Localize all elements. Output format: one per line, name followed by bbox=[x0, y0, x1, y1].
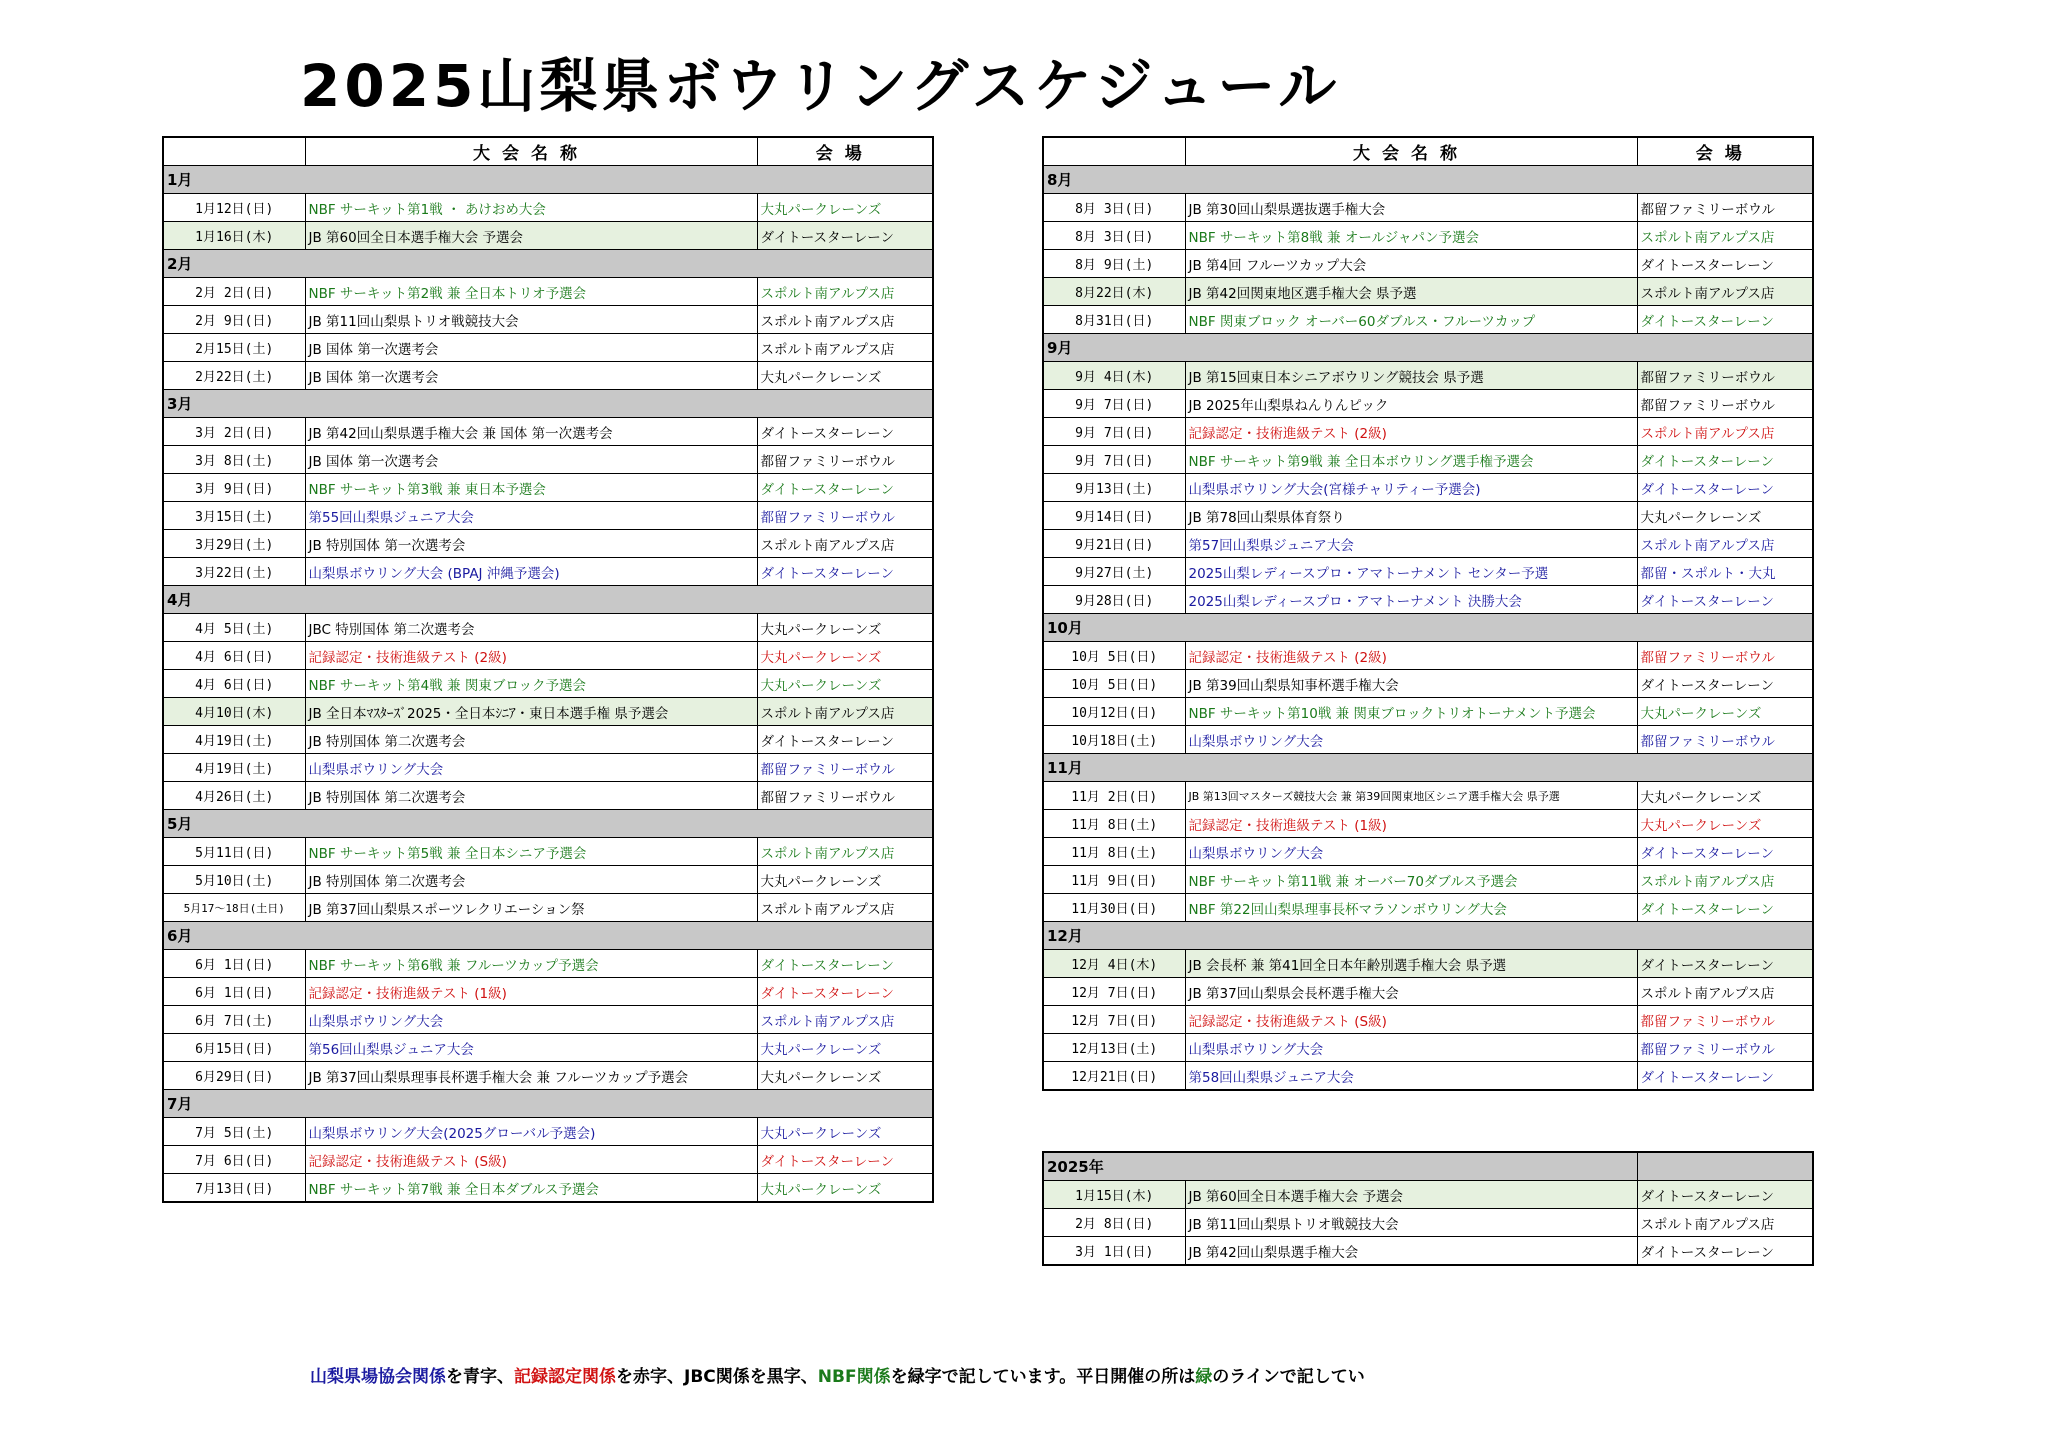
event-name: 山梨県ボウリング大会 (BPAJ 沖縄予選会) bbox=[305, 558, 757, 586]
footer-legend-segment: を緑字で記しています。平日開催の所は bbox=[890, 1367, 1196, 1387]
event-venue: スポルト南アルプス店 bbox=[1637, 978, 1813, 1006]
event-row bbox=[1043, 950, 1813, 978]
event-row bbox=[1043, 810, 1813, 838]
event-venue: 大丸パークレーンズ bbox=[757, 1034, 933, 1062]
event-venue: スポルト南アルプス店 bbox=[757, 278, 933, 306]
event-name: NBF サーキット第6戦 兼 フルーツカップ予選会 bbox=[305, 950, 757, 978]
schedule-table-left bbox=[162, 136, 934, 1203]
event-name: JB 特別国体 第二次選考会 bbox=[305, 866, 757, 894]
event-name: 第57回山梨県ジュニア大会 bbox=[1185, 530, 1637, 558]
event-row bbox=[1043, 978, 1813, 1006]
event-row bbox=[1043, 558, 1813, 586]
event-row bbox=[163, 446, 933, 474]
event-venue: ダイトースターレーン bbox=[1637, 894, 1813, 922]
event-venue: スポルト南アルプス店 bbox=[1637, 278, 1813, 306]
event-venue: スポルト南アルプス店 bbox=[757, 698, 933, 726]
event-row bbox=[1043, 866, 1813, 894]
event-row bbox=[1043, 530, 1813, 558]
event-row bbox=[1043, 1237, 1813, 1266]
footer-legend-segment: 山梨県場協会関係 bbox=[310, 1367, 446, 1387]
event-venue: 大丸パークレーンズ bbox=[757, 362, 933, 390]
event-row bbox=[1043, 1034, 1813, 1062]
event-name: JB 特別国体 第一次選考会 bbox=[305, 530, 757, 558]
event-venue: スポルト南アルプス店 bbox=[757, 838, 933, 866]
event-venue: スポルト南アルプス店 bbox=[1637, 1209, 1813, 1237]
event-date: 5月10日(土) bbox=[163, 866, 305, 894]
event-row bbox=[163, 782, 933, 810]
event-row bbox=[1043, 390, 1813, 418]
event-venue: スポルト南アルプス店 bbox=[757, 894, 933, 922]
event-date: 8月 3日(日) bbox=[1043, 194, 1185, 222]
event-name: JB 第15回東日本シニアボウリング競技会 県予選 bbox=[1185, 362, 1637, 390]
event-row bbox=[163, 1146, 933, 1174]
event-date: 9月28日(日) bbox=[1043, 586, 1185, 614]
event-venue: スポルト南アルプス店 bbox=[757, 334, 933, 362]
event-date: 9月13日(土) bbox=[1043, 474, 1185, 502]
month-label: 2025年 bbox=[1043, 1152, 1637, 1181]
event-venue: ダイトースターレーン bbox=[1637, 838, 1813, 866]
event-venue: ダイトースターレーン bbox=[1637, 950, 1813, 978]
event-name: JB 第42回山梨県選手権大会 兼 国体 第一次選考会 bbox=[305, 418, 757, 446]
event-venue: ダイトースターレーン bbox=[1637, 1062, 1813, 1091]
event-venue: ダイトースターレーン bbox=[757, 222, 933, 250]
event-name: JB 特別国体 第二次選考会 bbox=[305, 726, 757, 754]
event-name: JB 国体 第一次選考会 bbox=[305, 362, 757, 390]
month-label: 9月 bbox=[1043, 334, 1813, 362]
event-row bbox=[163, 838, 933, 866]
event-name: NBF 第22回山梨県理事長杯マラソンボウリング大会 bbox=[1185, 894, 1637, 922]
event-venue: 都留ファミリーボウル bbox=[1637, 1034, 1813, 1062]
footer-legend-segment: NBF関係 bbox=[817, 1367, 891, 1387]
event-name: NBF サーキット第3戦 兼 東日本予選会 bbox=[305, 474, 757, 502]
event-row bbox=[1043, 502, 1813, 530]
event-venue: 大丸パークレーンズ bbox=[1637, 782, 1813, 810]
footer-legend-segment: 記録認定関係 bbox=[514, 1367, 616, 1387]
event-row bbox=[1043, 894, 1813, 922]
event-date: 11月 8日(土) bbox=[1043, 838, 1185, 866]
schedule-table-right bbox=[1042, 136, 1814, 1091]
event-name: JB 第37回山梨県スポーツレクリエーション祭 bbox=[305, 894, 757, 922]
event-date: 8月31日(日) bbox=[1043, 306, 1185, 334]
month-header-row bbox=[163, 250, 933, 278]
event-name: 記録認定・技術進級テスト (1級) bbox=[305, 978, 757, 1006]
event-name: JBC 特別国体 第二次選考会 bbox=[305, 614, 757, 642]
event-venue: 都留ファミリーボウル bbox=[757, 782, 933, 810]
event-venue: 都留ファミリーボウル bbox=[1637, 390, 1813, 418]
event-name: JB 全日本ﾏｽﾀｰｽﾞ2025・全日本ｼﾆｱ・東日本選手権 県予選会 bbox=[305, 698, 757, 726]
event-venue: ダイトースターレーン bbox=[757, 418, 933, 446]
event-date: 5月17～18日(土日) bbox=[163, 894, 305, 922]
event-date: 1月15日(木) bbox=[1043, 1181, 1185, 1209]
month-label: 6月 bbox=[163, 922, 933, 950]
event-row bbox=[163, 866, 933, 894]
page-title: 2025山梨県ボウリングスケジュール bbox=[300, 52, 1341, 120]
event-date: 4月 5日(土) bbox=[163, 614, 305, 642]
event-date: 11月 2日(日) bbox=[1043, 782, 1185, 810]
event-row bbox=[163, 642, 933, 670]
event-date: 1月12日(日) bbox=[163, 194, 305, 222]
event-date: 3月 2日(日) bbox=[163, 418, 305, 446]
event-row bbox=[163, 698, 933, 726]
event-date: 9月21日(日) bbox=[1043, 530, 1185, 558]
footer-legend bbox=[310, 1362, 1365, 1387]
event-row bbox=[1043, 250, 1813, 278]
event-venue: 大丸パークレーンズ bbox=[1637, 502, 1813, 530]
event-name: 山梨県ボウリング大会 bbox=[305, 1006, 757, 1034]
month-empty-cell bbox=[1637, 1152, 1813, 1181]
event-row bbox=[163, 726, 933, 754]
event-name: JB 第42回関東地区選手権大会 県予選 bbox=[1185, 278, 1637, 306]
header-event-name: 大会名称 bbox=[1185, 137, 1637, 166]
event-name: 記録認定・技術進級テスト (S級) bbox=[1185, 1006, 1637, 1034]
event-row bbox=[1043, 670, 1813, 698]
event-venue: ダイトースターレーン bbox=[757, 726, 933, 754]
event-row bbox=[1043, 362, 1813, 390]
event-date: 2月 8日(日) bbox=[1043, 1209, 1185, 1237]
event-name: NBF サーキット第8戦 兼 オールジャパン予選会 bbox=[1185, 222, 1637, 250]
event-name: JB 第4回 フルーツカップ大会 bbox=[1185, 250, 1637, 278]
event-name: 2025山梨レディースプロ・アマトーナメント センター予選 bbox=[1185, 558, 1637, 586]
schedule-table-2025 bbox=[1042, 1151, 1814, 1266]
event-row bbox=[1043, 222, 1813, 250]
event-name: 山梨県ボウリング大会 bbox=[1185, 726, 1637, 754]
month-header-row bbox=[163, 390, 933, 418]
event-date: 4月 6日(日) bbox=[163, 642, 305, 670]
month-header-row bbox=[1043, 166, 1813, 194]
event-row bbox=[163, 530, 933, 558]
event-venue: ダイトースターレーン bbox=[757, 474, 933, 502]
event-date: 8月 3日(日) bbox=[1043, 222, 1185, 250]
event-name: 記録認定・技術進級テスト (2級) bbox=[1185, 642, 1637, 670]
event-date: 3月15日(土) bbox=[163, 502, 305, 530]
event-date: 6月 1日(日) bbox=[163, 950, 305, 978]
event-date: 10月18日(土) bbox=[1043, 726, 1185, 754]
event-name: JB 第39回山梨県知事杯選手権大会 bbox=[1185, 670, 1637, 698]
event-date: 11月30日(日) bbox=[1043, 894, 1185, 922]
header-event-name: 大会名称 bbox=[305, 137, 757, 166]
month-label: 1月 bbox=[163, 166, 933, 194]
event-date: 12月21日(日) bbox=[1043, 1062, 1185, 1091]
event-date: 9月 4日(木) bbox=[1043, 362, 1185, 390]
event-row bbox=[163, 1034, 933, 1062]
event-venue: 都留ファミリーボウル bbox=[1637, 642, 1813, 670]
event-row bbox=[163, 614, 933, 642]
event-venue: 都留ファミリーボウル bbox=[1637, 194, 1813, 222]
event-row bbox=[163, 502, 933, 530]
event-row bbox=[163, 894, 933, 922]
month-header-row bbox=[163, 586, 933, 614]
event-venue: 都留ファミリーボウル bbox=[1637, 1006, 1813, 1034]
event-date: 5月11日(日) bbox=[163, 838, 305, 866]
event-date: 3月22日(土) bbox=[163, 558, 305, 586]
event-venue: 大丸パークレーンズ bbox=[757, 1118, 933, 1146]
event-date: 6月15日(日) bbox=[163, 1034, 305, 1062]
event-name: 山梨県ボウリング大会(宮様チャリティー予選会) bbox=[1185, 474, 1637, 502]
event-name: NBF サーキット第2戦 兼 全日本トリオ予選会 bbox=[305, 278, 757, 306]
event-name: JB 2025年山梨県ねんりんピック bbox=[1185, 390, 1637, 418]
event-name: 山梨県ボウリング大会 bbox=[1185, 838, 1637, 866]
event-venue: 大丸パークレーンズ bbox=[757, 642, 933, 670]
event-venue: 大丸パークレーンズ bbox=[1637, 810, 1813, 838]
event-name: 第56回山梨県ジュニア大会 bbox=[305, 1034, 757, 1062]
event-row bbox=[1043, 726, 1813, 754]
event-name: JB 第13回マスターズ競技大会 兼 第39回関東地区シニア選手権大会 県予選 bbox=[1185, 782, 1637, 810]
event-venue: スポルト南アルプス店 bbox=[1637, 866, 1813, 894]
event-venue: ダイトースターレーン bbox=[1637, 1237, 1813, 1266]
event-date: 8月 9日(土) bbox=[1043, 250, 1185, 278]
event-date: 11月 9日(日) bbox=[1043, 866, 1185, 894]
event-venue: 大丸パークレーンズ bbox=[1637, 698, 1813, 726]
event-date: 4月10日(木) bbox=[163, 698, 305, 726]
event-row bbox=[163, 362, 933, 390]
event-name: 記録認定・技術進級テスト (S級) bbox=[305, 1146, 757, 1174]
event-venue: ダイトースターレーン bbox=[757, 1146, 933, 1174]
footer-legend-segment: のラインで記してい bbox=[1212, 1367, 1365, 1387]
event-venue: 都留ファミリーボウル bbox=[757, 502, 933, 530]
event-date: 7月 5日(土) bbox=[163, 1118, 305, 1146]
event-row bbox=[163, 418, 933, 446]
event-venue: ダイトースターレーン bbox=[1637, 474, 1813, 502]
event-name: JB 第37回山梨県会長杯選手権大会 bbox=[1185, 978, 1637, 1006]
event-name: NBF サーキット第11戦 兼 オーバー70ダブルス予選会 bbox=[1185, 866, 1637, 894]
event-name: JB 第11回山梨県トリオ戦競技大会 bbox=[305, 306, 757, 334]
event-venue: 大丸パークレーンズ bbox=[757, 866, 933, 894]
event-row bbox=[163, 278, 933, 306]
event-name: JB 第11回山梨県トリオ戦競技大会 bbox=[1185, 1209, 1637, 1237]
event-date: 8月22日(木) bbox=[1043, 278, 1185, 306]
event-date: 12月 7日(日) bbox=[1043, 978, 1185, 1006]
event-name: JB 第78回山梨県体育祭り bbox=[1185, 502, 1637, 530]
month-label: 10月 bbox=[1043, 614, 1813, 642]
event-date: 4月19日(土) bbox=[163, 754, 305, 782]
event-name: JB 国体 第一次選考会 bbox=[305, 446, 757, 474]
event-row bbox=[1043, 418, 1813, 446]
event-name: JB 会長杯 兼 第41回全日本年齢別選手権大会 県予選 bbox=[1185, 950, 1637, 978]
event-date: 1月16日(木) bbox=[163, 222, 305, 250]
event-venue: ダイトースターレーン bbox=[1637, 446, 1813, 474]
event-row bbox=[1043, 1181, 1813, 1209]
footer-legend-segment: を赤字、JBC関係を黒字、 bbox=[616, 1367, 818, 1387]
month-label: 11月 bbox=[1043, 754, 1813, 782]
event-name: 第55回山梨県ジュニア大会 bbox=[305, 502, 757, 530]
event-row bbox=[163, 754, 933, 782]
header-date bbox=[163, 137, 305, 166]
event-row bbox=[163, 1062, 933, 1090]
event-name: JB 第30回山梨県選抜選手権大会 bbox=[1185, 194, 1637, 222]
event-venue: スポルト南アルプス店 bbox=[757, 530, 933, 558]
event-name: 記録認定・技術進級テスト (1級) bbox=[1185, 810, 1637, 838]
header-venue: 会場 bbox=[1637, 137, 1813, 166]
event-row bbox=[163, 222, 933, 250]
event-venue: 都留ファミリーボウル bbox=[1637, 362, 1813, 390]
event-name: NBF サーキット第7戦 兼 全日本ダブルス予選会 bbox=[305, 1174, 757, 1203]
event-venue: 大丸パークレーンズ bbox=[757, 1174, 933, 1203]
event-name: 山梨県ボウリング大会(2025グローバル予選会) bbox=[305, 1118, 757, 1146]
month-label: 8月 bbox=[1043, 166, 1813, 194]
event-row bbox=[1043, 474, 1813, 502]
event-row bbox=[163, 334, 933, 362]
month-header-row bbox=[1043, 614, 1813, 642]
event-venue: 都留・スポルト・大丸 bbox=[1637, 558, 1813, 586]
month-header-row bbox=[1043, 334, 1813, 362]
event-row bbox=[163, 950, 933, 978]
event-date: 10月12日(日) bbox=[1043, 698, 1185, 726]
event-venue: ダイトースターレーン bbox=[757, 950, 933, 978]
event-date: 9月27日(土) bbox=[1043, 558, 1185, 586]
event-date: 3月29日(土) bbox=[163, 530, 305, 558]
event-date: 2月 2日(日) bbox=[163, 278, 305, 306]
event-name: 第58回山梨県ジュニア大会 bbox=[1185, 1062, 1637, 1091]
month-label: 7月 bbox=[163, 1090, 933, 1118]
event-row bbox=[1043, 642, 1813, 670]
event-row bbox=[1043, 1062, 1813, 1091]
month-label: 4月 bbox=[163, 586, 933, 614]
event-date: 9月 7日(日) bbox=[1043, 446, 1185, 474]
event-date: 2月22日(土) bbox=[163, 362, 305, 390]
month-header-row bbox=[163, 1090, 933, 1118]
event-venue: ダイトースターレーン bbox=[757, 978, 933, 1006]
event-row bbox=[1043, 698, 1813, 726]
event-name: 山梨県ボウリング大会 bbox=[305, 754, 757, 782]
event-name: NBF サーキット第9戦 兼 全日本ボウリング選手権予選会 bbox=[1185, 446, 1637, 474]
event-venue: ダイトースターレーン bbox=[1637, 250, 1813, 278]
event-date: 3月 8日(土) bbox=[163, 446, 305, 474]
event-venue: 大丸パークレーンズ bbox=[757, 194, 933, 222]
month-header-row bbox=[1043, 922, 1813, 950]
event-row bbox=[1043, 278, 1813, 306]
event-date: 10月 5日(日) bbox=[1043, 642, 1185, 670]
event-row bbox=[1043, 306, 1813, 334]
month-header-row bbox=[163, 810, 933, 838]
event-venue: スポルト南アルプス店 bbox=[1637, 530, 1813, 558]
event-row bbox=[163, 1174, 933, 1203]
event-venue: 都留ファミリーボウル bbox=[757, 754, 933, 782]
event-row bbox=[163, 474, 933, 502]
event-name: JB 第42回山梨県選手権大会 bbox=[1185, 1237, 1637, 1266]
event-venue: ダイトースターレーン bbox=[1637, 586, 1813, 614]
event-date: 3月 9日(日) bbox=[163, 474, 305, 502]
event-name: NBF サーキット第4戦 兼 関東ブロック予選会 bbox=[305, 670, 757, 698]
event-venue: ダイトースターレーン bbox=[1637, 1181, 1813, 1209]
event-date: 12月 7日(日) bbox=[1043, 1006, 1185, 1034]
event-venue: スポルト南アルプス店 bbox=[757, 1006, 933, 1034]
event-date: 12月 4日(木) bbox=[1043, 950, 1185, 978]
month-header-row bbox=[1043, 754, 1813, 782]
event-name: JB 第60回全日本選手権大会 予選会 bbox=[1185, 1181, 1637, 1209]
event-name: 山梨県ボウリング大会 bbox=[1185, 1034, 1637, 1062]
event-name: NBF 関東ブロック オーバー60ダブルス・フルーツカップ bbox=[1185, 306, 1637, 334]
event-date: 7月 6日(日) bbox=[163, 1146, 305, 1174]
event-name: 2025山梨レディースプロ・アマトーナメント 決勝大会 bbox=[1185, 586, 1637, 614]
event-row bbox=[163, 1006, 933, 1034]
event-row bbox=[163, 978, 933, 1006]
event-row bbox=[1043, 446, 1813, 474]
event-row bbox=[163, 306, 933, 334]
month-header-row bbox=[163, 166, 933, 194]
event-name: NBF サーキット第10戦 兼 関東ブロックトリオトーナメント予選会 bbox=[1185, 698, 1637, 726]
footer-legend-segment: を青字、 bbox=[446, 1367, 514, 1387]
month-label: 3月 bbox=[163, 390, 933, 418]
event-row bbox=[163, 558, 933, 586]
event-date: 4月 6日(日) bbox=[163, 670, 305, 698]
event-date: 12月13日(土) bbox=[1043, 1034, 1185, 1062]
event-name: JB 第60回全日本選手権大会 予選会 bbox=[305, 222, 757, 250]
event-date: 3月 1日(日) bbox=[1043, 1237, 1185, 1266]
event-row bbox=[163, 670, 933, 698]
event-row bbox=[1043, 586, 1813, 614]
event-venue: 都留ファミリーボウル bbox=[757, 446, 933, 474]
event-date: 9月 7日(日) bbox=[1043, 390, 1185, 418]
event-venue: 大丸パークレーンズ bbox=[757, 614, 933, 642]
event-date: 2月15日(土) bbox=[163, 334, 305, 362]
month-label: 2月 bbox=[163, 250, 933, 278]
event-date: 10月 5日(日) bbox=[1043, 670, 1185, 698]
event-name: JB 国体 第一次選考会 bbox=[305, 334, 757, 362]
event-date: 4月19日(土) bbox=[163, 726, 305, 754]
event-row bbox=[163, 1118, 933, 1146]
event-date: 7月13日(日) bbox=[163, 1174, 305, 1203]
event-venue: 大丸パークレーンズ bbox=[757, 670, 933, 698]
header-date bbox=[1043, 137, 1185, 166]
event-row bbox=[1043, 1209, 1813, 1237]
footer-legend-segment: 緑 bbox=[1195, 1367, 1213, 1387]
event-venue: ダイトースターレーン bbox=[1637, 306, 1813, 334]
event-date: 9月 7日(日) bbox=[1043, 418, 1185, 446]
event-date: 6月 7日(土) bbox=[163, 1006, 305, 1034]
event-venue: ダイトースターレーン bbox=[757, 558, 933, 586]
event-date: 4月26日(土) bbox=[163, 782, 305, 810]
month-header-row bbox=[1043, 1152, 1813, 1181]
event-date: 6月 1日(日) bbox=[163, 978, 305, 1006]
event-venue: スポルト南アルプス店 bbox=[1637, 418, 1813, 446]
month-label: 5月 bbox=[163, 810, 933, 838]
month-label: 12月 bbox=[1043, 922, 1813, 950]
event-row bbox=[1043, 194, 1813, 222]
month-header-row bbox=[163, 922, 933, 950]
event-name: JB 第37回山梨県理事長杯選手権大会 兼 フルーツカップ予選会 bbox=[305, 1062, 757, 1090]
event-date: 2月 9日(日) bbox=[163, 306, 305, 334]
event-row bbox=[163, 194, 933, 222]
event-date: 9月14日(日) bbox=[1043, 502, 1185, 530]
event-name: 記録認定・技術進級テスト (2級) bbox=[1185, 418, 1637, 446]
event-name: NBF サーキット第5戦 兼 全日本シニア予選会 bbox=[305, 838, 757, 866]
event-venue: スポルト南アルプス店 bbox=[1637, 222, 1813, 250]
event-name: NBF サーキット第1戦 ・ あけおめ大会 bbox=[305, 194, 757, 222]
event-name: JB 特別国体 第二次選考会 bbox=[305, 782, 757, 810]
event-row bbox=[1043, 782, 1813, 810]
event-venue: 都留ファミリーボウル bbox=[1637, 726, 1813, 754]
event-name: 記録認定・技術進級テスト (2級) bbox=[305, 642, 757, 670]
event-row bbox=[1043, 838, 1813, 866]
event-venue: スポルト南アルプス店 bbox=[757, 306, 933, 334]
event-row bbox=[1043, 1006, 1813, 1034]
event-date: 6月29日(日) bbox=[163, 1062, 305, 1090]
header-venue: 会場 bbox=[757, 137, 933, 166]
event-date: 11月 8日(土) bbox=[1043, 810, 1185, 838]
event-venue: ダイトースターレーン bbox=[1637, 670, 1813, 698]
event-venue: 大丸パークレーンズ bbox=[757, 1062, 933, 1090]
